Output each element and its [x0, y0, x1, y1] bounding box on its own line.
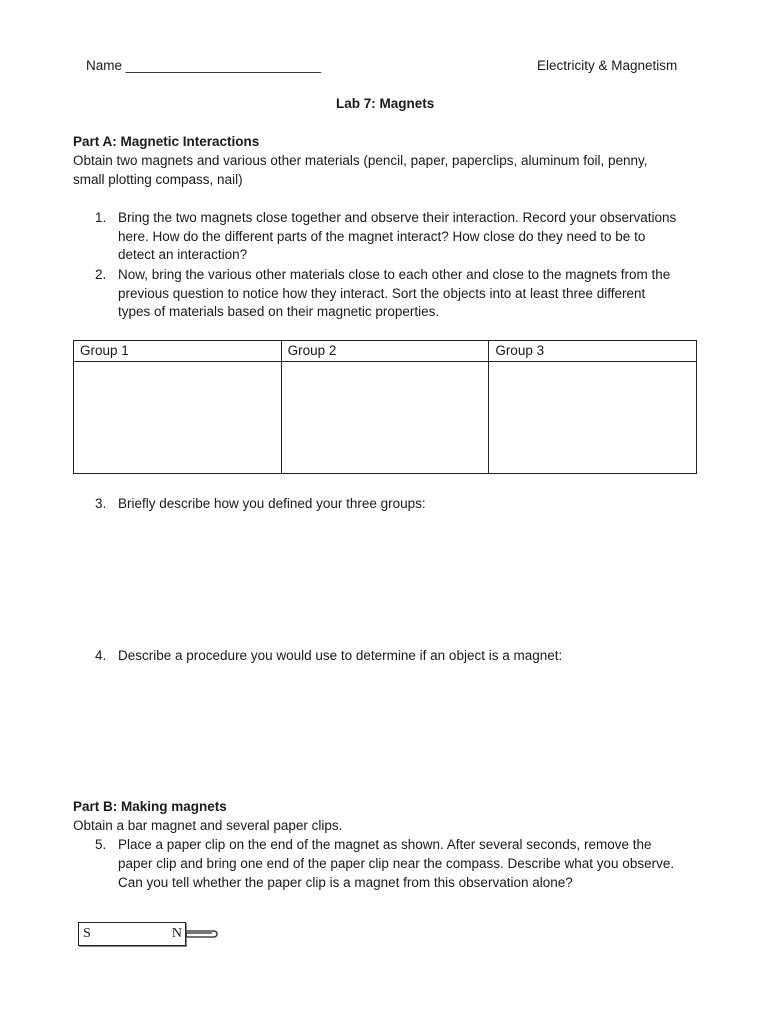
- question-3-number: 3.: [95, 496, 107, 511]
- name-label: Name: [86, 58, 123, 73]
- group-1-header: Group 1: [74, 341, 282, 362]
- bar-magnet-figure: [78, 922, 186, 946]
- question-2-line-2: previous question to notice how they interact. Sort the objects into at least three different: [118, 286, 646, 301]
- part-a-heading: Part A: Magnetic Interactions: [73, 134, 260, 149]
- question-5-line-2: paper clip and bring one end of the paper clip near the compass. Describe what you observe.: [118, 856, 675, 871]
- question-4-number: 4.: [95, 648, 107, 663]
- question-3-text: Briefly describe how you defined your three groups:: [118, 496, 426, 511]
- question-2-line-1: Now, bring the various other materials close to each other and close to the magnets from the: [118, 267, 671, 282]
- course-title: Electricity & Magnetism: [537, 58, 678, 73]
- paper-clip-icon: [184, 928, 220, 940]
- north-pole-label: N: [171, 926, 182, 941]
- part-a-intro-line-1: Obtain two magnets and various other materials (pencil, paper, paperclips, aluminum foil, penny,: [73, 153, 648, 168]
- group-3-cell[interactable]: [489, 362, 697, 474]
- question-1-line-3: detect an interaction?: [118, 247, 248, 262]
- part-b-heading: Part B: Making magnets: [73, 799, 227, 814]
- groups-table: [73, 340, 697, 474]
- group-2-header: Group 2: [281, 341, 489, 362]
- part-a-intro-line-2: small plotting compass, nail): [73, 172, 243, 187]
- name-blank-line: __________________________: [125, 58, 321, 73]
- question-1-line-1: Bring the two magnets close together and observe their interaction. Record your observations: [118, 210, 677, 225]
- group-3-header: Group 3: [489, 341, 697, 362]
- group-1-cell[interactable]: [74, 362, 282, 474]
- question-5-line-3: Can you tell whether the paper clip is a magnet from this observation alone?: [118, 875, 573, 890]
- group-2-cell[interactable]: [281, 362, 489, 474]
- question-5-number: 5.: [95, 837, 107, 852]
- question-1-line-2: here. How do the different parts of the magnet interact? How close do they need to be to: [118, 229, 646, 244]
- question-1-number: 1.: [95, 210, 107, 225]
- question-2-line-3: types of materials based on their magnetic properties.: [118, 304, 440, 319]
- question-2-number: 2.: [95, 267, 107, 282]
- name-field: [86, 58, 321, 73]
- page-title: Lab 7: Magnets: [336, 96, 435, 111]
- question-4-text: Describe a procedure you would use to determine if an object is a magnet:: [118, 648, 563, 663]
- question-5-line-1: Place a paper clip on the end of the magnet as shown. After several seconds, remove the: [118, 837, 652, 852]
- south-pole-label: S: [83, 926, 91, 941]
- part-b-intro: Obtain a bar magnet and several paper clips.: [73, 818, 343, 833]
